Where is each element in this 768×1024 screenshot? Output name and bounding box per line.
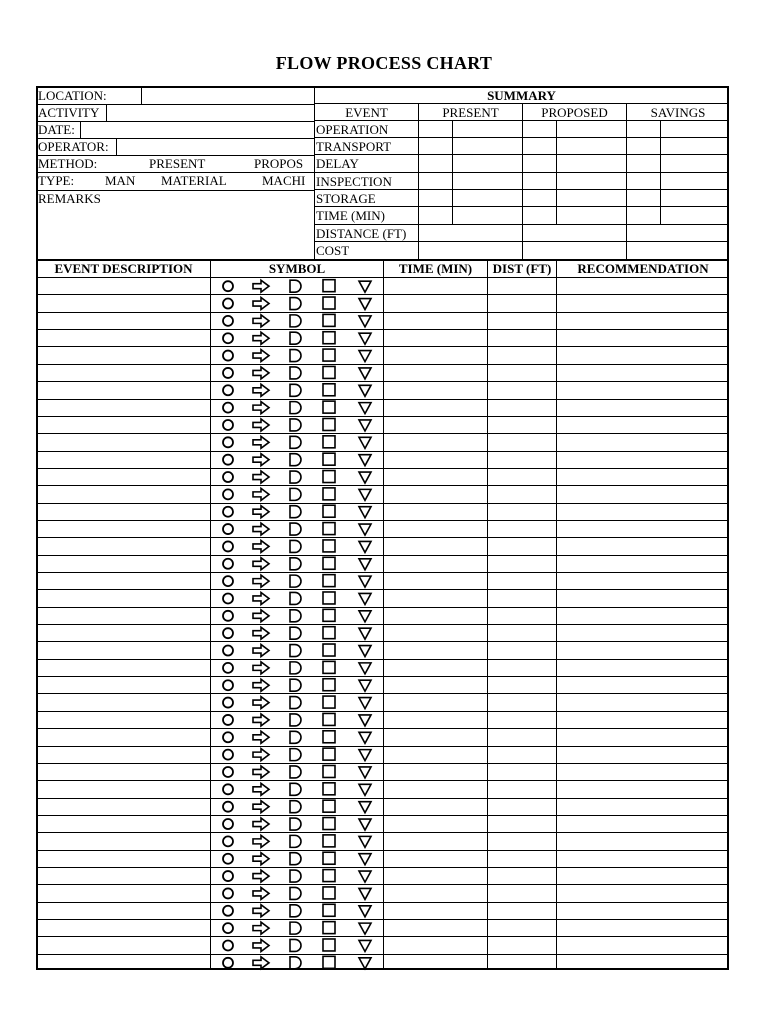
table-row[interactable] [37,381,729,398]
type-machine-option[interactable]: MACHI [262,173,306,188]
summary-col-proposed: PROPOSED [541,105,608,120]
summary-row-operation: OPERATION [316,122,389,137]
header-event-description: EVENT DESCRIPTION [54,261,193,276]
table-row[interactable] [37,728,729,745]
table-row[interactable] [37,277,729,294]
table-row[interactable] [37,815,729,832]
operator-label: OPERATOR: [38,139,109,154]
summary-row-cost: COST [316,243,350,258]
header-recommendation: RECOMMENDATION [577,261,709,276]
summary-col [522,103,523,260]
method-label: METHOD: [38,156,98,171]
table-row[interactable] [37,832,729,849]
table-row[interactable] [37,867,729,884]
summary-row-time: TIME (MIN) [316,208,385,223]
table-row[interactable] [37,433,729,450]
summary-row-distance: DISTANCE (FT) [316,226,407,241]
summary-col [418,103,419,260]
location-label: LOCATION: [38,88,107,103]
table-row[interactable] [37,884,729,901]
table-row[interactable] [37,589,729,606]
header-time: TIME (MIN) [398,261,473,276]
summary-row-delay: DELAY [316,156,359,171]
table-row[interactable] [37,902,729,919]
table-row[interactable] [37,659,729,676]
header-symbol: SYMBOL [268,261,326,276]
summary-col-savings: SAVINGS [650,105,706,120]
type-label: TYPE: [38,173,75,188]
table-row[interactable] [37,468,729,485]
table-row[interactable] [37,537,729,554]
operator-field[interactable] [117,139,313,154]
table-row[interactable] [37,693,729,710]
table-row[interactable] [37,676,729,693]
summary-heading: SUMMARY [487,88,556,103]
table-row[interactable] [37,763,729,780]
table-row[interactable] [37,711,729,728]
table-row[interactable] [37,954,729,971]
date-label: DATE: [38,122,75,137]
summary-row-inspection: INSPECTION [316,174,392,189]
activity-field[interactable] [107,105,313,120]
summary-col-event: EVENT [345,105,388,120]
table-row[interactable] [37,294,729,311]
table-row[interactable] [37,555,729,572]
table-row[interactable] [37,312,729,329]
header-dist: DIST (FT) [492,261,552,276]
summary-col [626,103,627,260]
table-row[interactable] [37,485,729,502]
table-row[interactable] [37,850,729,867]
method-present-option[interactable]: PRESENT [149,156,206,171]
page-title: FLOW PROCESS CHART [275,53,493,73]
remarks-field[interactable] [38,207,312,258]
table-row[interactable] [37,798,729,815]
location-field[interactable] [142,88,313,103]
summary-subcol [452,120,453,224]
summary-row-storage: STORAGE [316,191,376,206]
table-row[interactable] [37,416,729,433]
table-row[interactable] [37,329,729,346]
table-row[interactable] [37,780,729,797]
table-row[interactable] [37,919,729,936]
type-man-option[interactable]: MAN [105,173,136,188]
table-row[interactable] [37,451,729,468]
table-row[interactable] [37,936,729,953]
summary-subcol [660,120,661,224]
table-row[interactable] [37,503,729,520]
date-field[interactable] [81,122,313,137]
table-row[interactable] [37,745,729,762]
activity-label: ACTIVITY [38,105,100,120]
table-row[interactable] [37,572,729,589]
method-proposed-option[interactable]: PROPOS [254,156,304,171]
type-material-option[interactable]: MATERIAL [161,173,227,188]
table-row[interactable] [37,624,729,641]
table-row[interactable] [37,607,729,624]
table-row[interactable] [37,641,729,658]
summary-col-present: PRESENT [442,105,499,120]
table-row[interactable] [37,364,729,381]
table-row[interactable] [37,398,729,415]
summary-subcol [556,120,557,224]
remarks-label: REMARKS [38,191,101,206]
table-row[interactable] [37,520,729,537]
table-row[interactable] [37,346,729,363]
summary-row-transport: TRANSPORT [316,139,392,154]
